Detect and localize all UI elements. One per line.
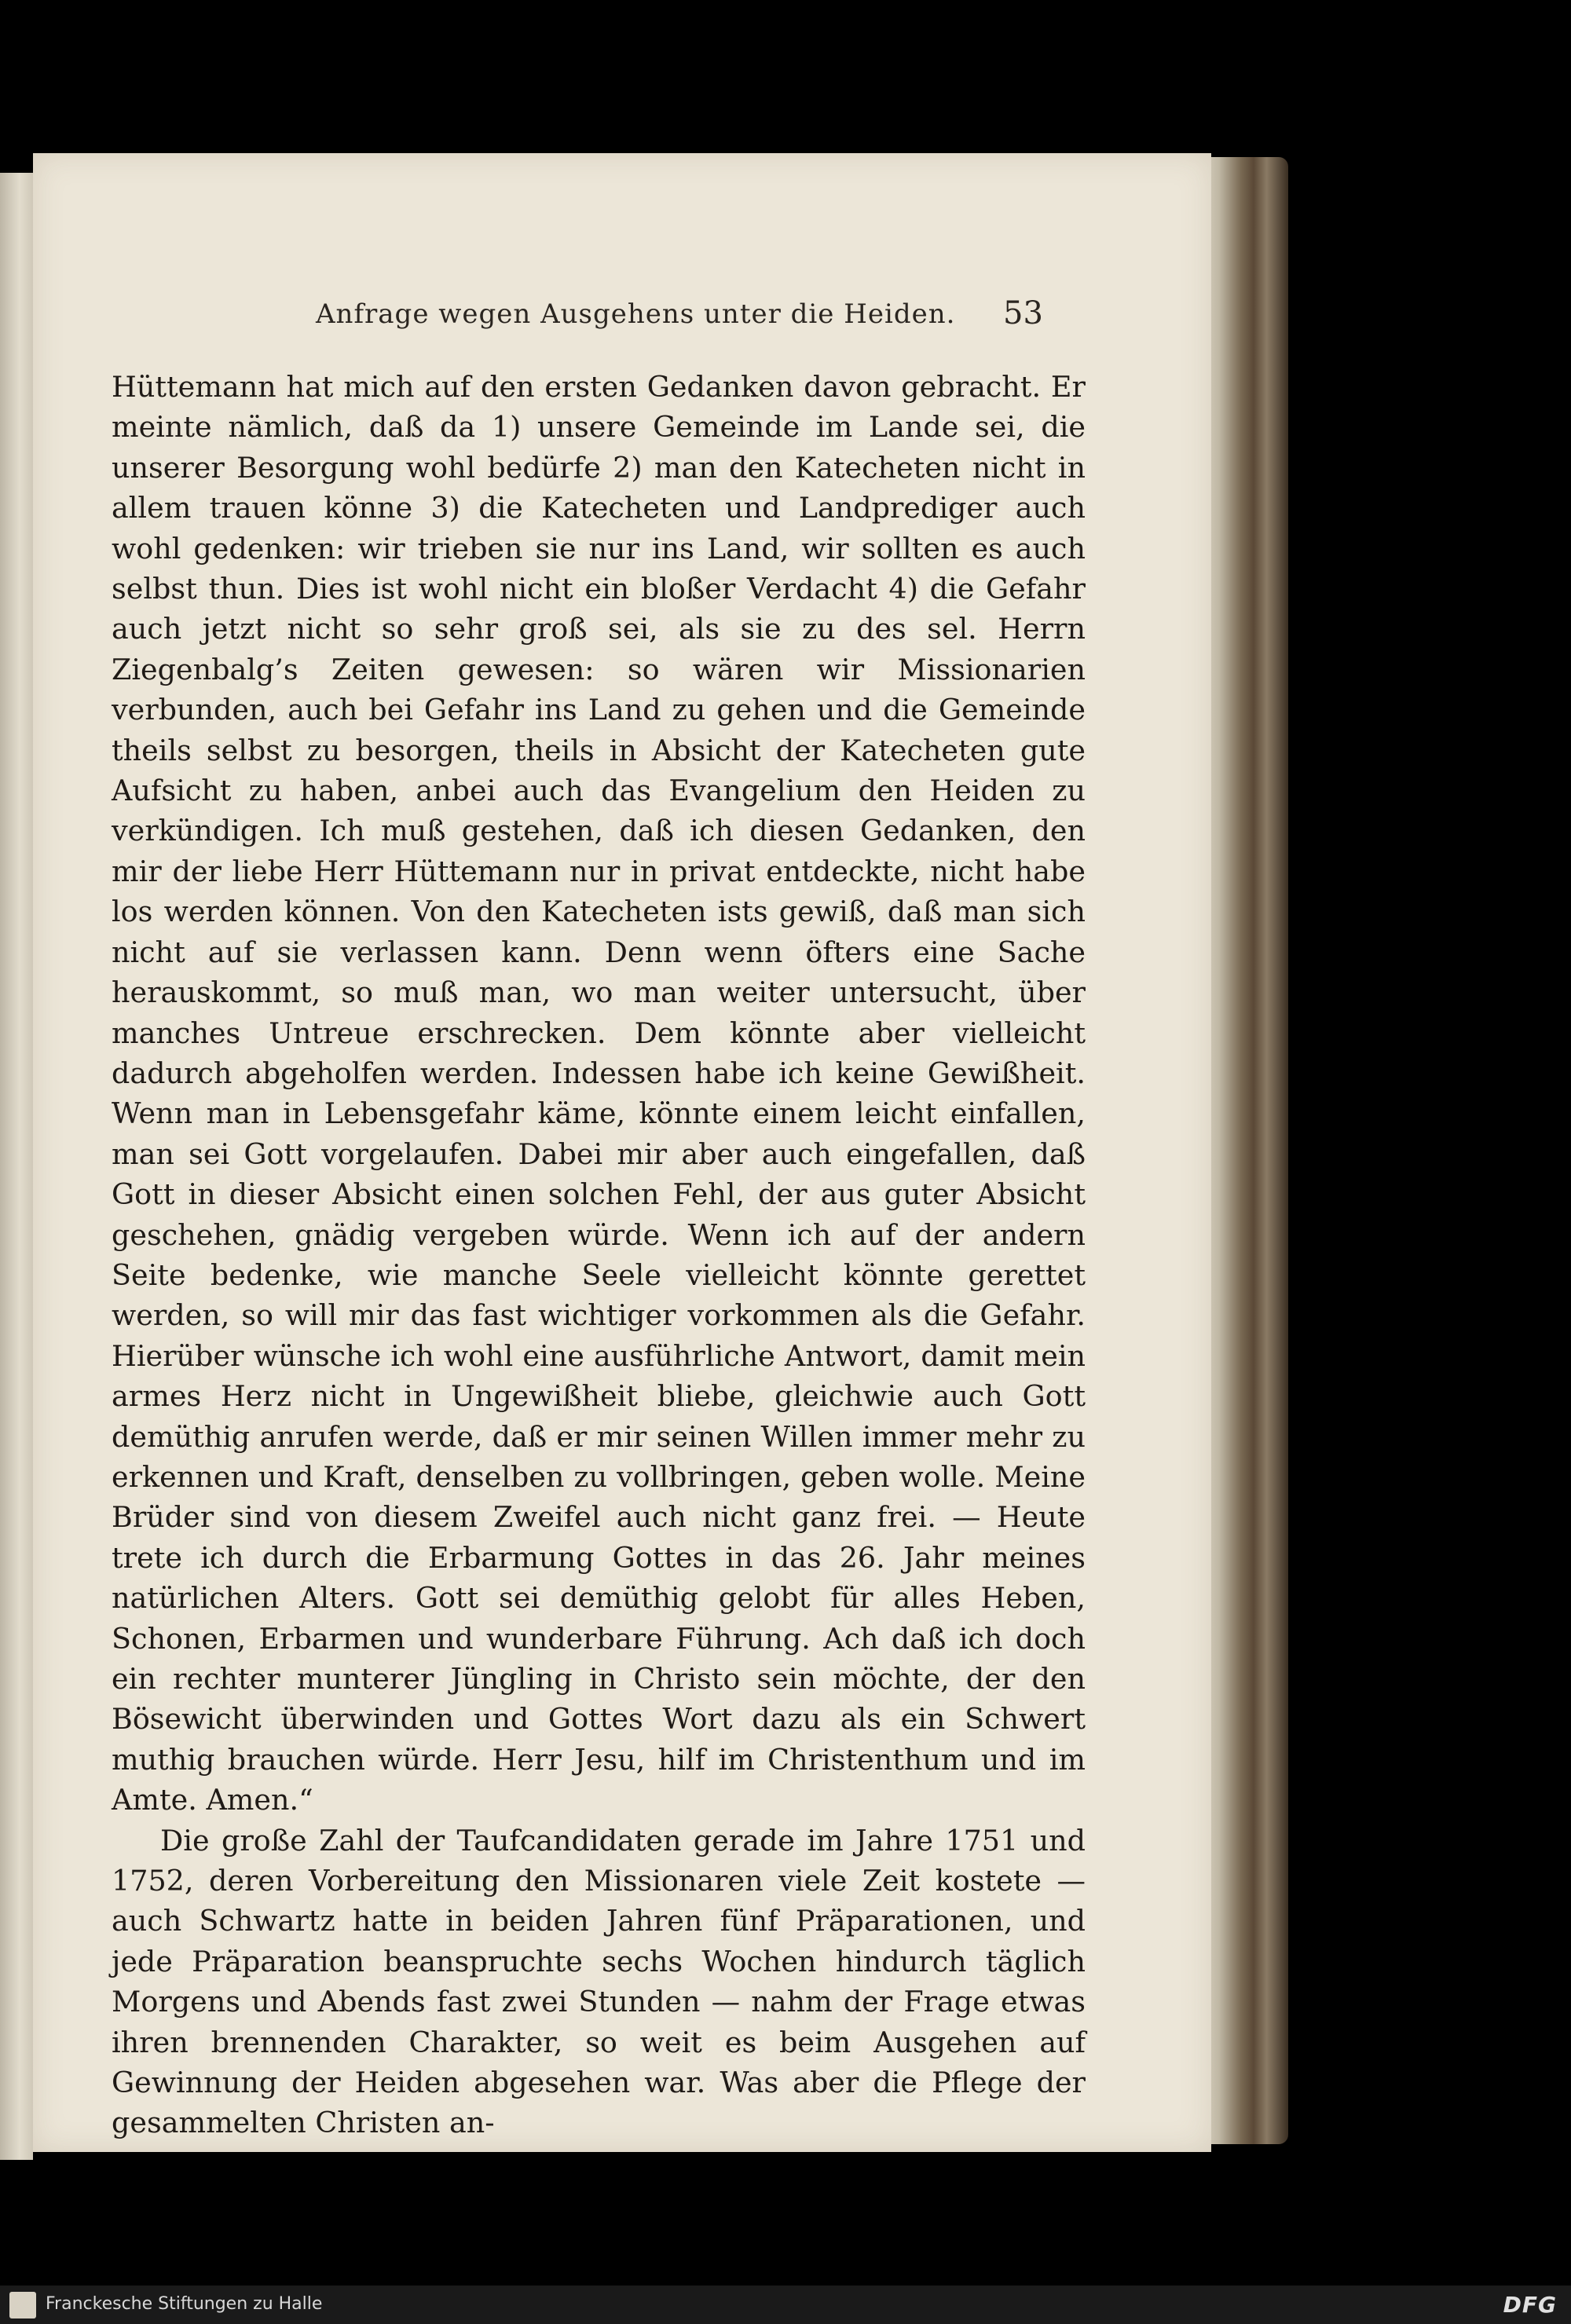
institution-logo-icon xyxy=(9,2292,36,2319)
page-header xyxy=(33,295,1211,353)
book-fore-edge xyxy=(1202,157,1288,2144)
paragraph: Die große Zahl der Taufcandidaten gerade im Jahre 1751 und 1752, deren Vorbereitung den Missionaren viele Zeit kostete — auch Schwartz hatte in beiden Jahren fünf Präparationen, und jede Präparation beanspruchte sechs Wochen hindurch täglich Morgens und Abends fast zwei Stunden — nahm der Frage etwas ihren brennenden Charakter, so weit es beim Ausgehen auf Gewinnung der Heiden abgesehen war. Was aber die Pflege der gesammelten Christen an- xyxy=(112,1823,1086,2140)
paragraph: Hüttemann hat mich auf den ersten Gedanken davon gebracht. Er meinte nämlich, daß da 1) unsere Gemeinde im Lande sei, die unserer Besorgung wohl bedürfe 2) man den Katecheten nicht in allem trauen könne 3) die Katecheten und Landprediger auch wohl gedenken: wir trieben sie nur ins Land, wir sollten es auch selbst thun. Dies ist wohl nicht ein bloßer Verdacht 4) die Gefahr auch jetzt nicht so sehr groß sei, als sie zu des sel. Herrn Ziegenbalg’s Zeiten gewesen: so wären wir Missionarien verbunden, auch bei Gefahr ins Land zu gehen und die Gemeinde theils selbst zu besorgen, theils in Absicht der Katecheten gute Aufsicht zu haben, anbei auch das Evangelium den Heiden zu verkündigen. Ich muß gestehen, daß ich diesen Gedanken, den mir der liebe Herr Hüttemann nur in privat entdeckte, nicht habe los werden können. Von den Katecheten ists gewiß, daß man sich nicht auf sie verlassen kann. Denn wenn öfters eine Sache herauskommt, so muß man, wo man weiter untersucht, über manches Untreue erschrecken. Dem könnte aber vielleicht dadurch abgeholfen werden. Indessen habe ich keine Gewißheit. Wenn man in Lebensgefahr käme, könnte einem leicht einfallen, man sei Gott vorgelaufen. Dabei mir aber auch eingefallen, daß Gott in dieser Absicht einen solchen Fehl, der aus guter Absicht geschehen, gnädig vergeben würde. Wenn ich auf der andern Seite bedenke, wie manche Seele vielleicht könnte gerettet werden, so will mir das fast wichtiger vorkommen als die Gefahr. Hierüber wünsche ich wohl eine ausführliche Antwort, damit mein armes Herz nicht in Ungewißheit bliebe, gleichwie auch Gott demüthig anrufen werde, daß er mir seinen Willen immer mehr zu erkennen und Kraft, denselben zu vollbringen, geben wolle. Meine Brüder sind von diesem Zweifel auch nicht ganz frei. — Heute trete ich durch die Erbarmung Gottes in das 26. Jahr meines natürlichen Alters. Gott sei demüthig gelobt für alles Heben, Schonen, Erbarmen und wunderbare Führung. Ach daß ich doch ein rechter munterer Jüngling in Christo sein möchte, der den Bösewicht überwinden und Gottes Wort dazu als ein Schwert muthig brauchen würde. Herr Jesu, hilf im Christenthum und im Amte. Amen.“ xyxy=(112,370,1086,1817)
viewer-footer xyxy=(0,2286,1571,2324)
body-text xyxy=(112,367,1086,2143)
running-title: Anfrage wegen Ausgehens unter die Heiden. xyxy=(316,298,956,330)
book-page xyxy=(33,153,1211,2152)
page-number: 53 xyxy=(1003,295,1043,331)
institution-name: Franckesche Stiftungen zu Halle xyxy=(46,2294,323,2314)
facing-page-edge xyxy=(0,173,33,2160)
dfg-logo: DFG xyxy=(1503,2292,1557,2318)
